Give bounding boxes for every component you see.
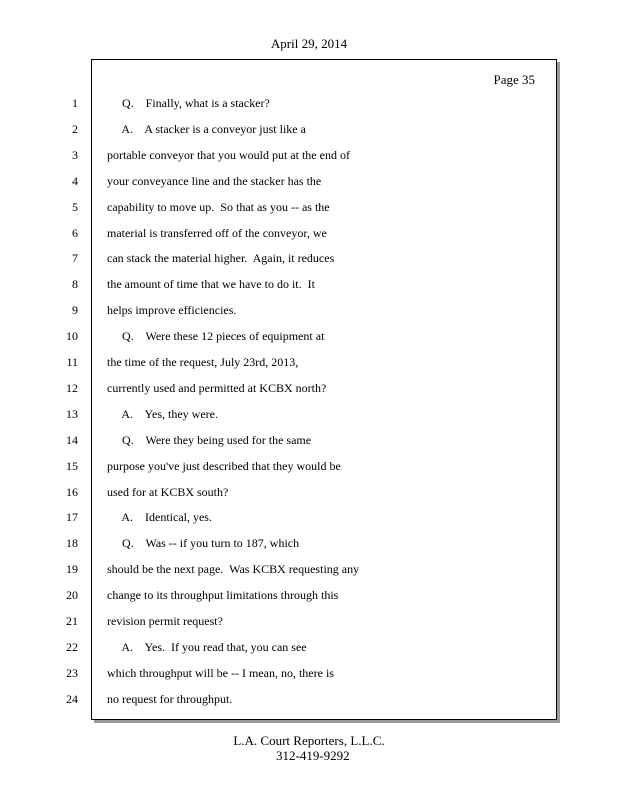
line-number: 7 <box>72 251 78 265</box>
line-text: A. Yes, they were. <box>107 407 218 421</box>
line-text: the time of the request, July 23rd, 2013, <box>107 355 299 369</box>
line-number: 21 <box>66 614 78 628</box>
line-text: Q. Were they being used for the same <box>107 433 312 447</box>
line-number: 10 <box>66 329 78 343</box>
line-number: 24 <box>66 692 78 706</box>
line-text: portable conveyor that you would put at the end of <box>107 148 350 162</box>
line-number: 4 <box>72 174 78 188</box>
footer-phone: 312-419-9292 <box>276 748 350 763</box>
line-number: 22 <box>66 640 78 654</box>
line-number: 19 <box>66 562 78 576</box>
line-text: should be the next page. Was KCBX requesting any <box>107 562 360 576</box>
line-text: the amount of time that we have to do it. It <box>107 277 315 291</box>
line-number: 12 <box>66 381 78 395</box>
line-text: no request for throughput. <box>107 692 233 706</box>
line-number: 1 <box>72 96 78 110</box>
line-text: helps improve efficiencies. <box>107 303 237 317</box>
line-text: revision permit request? <box>107 614 223 628</box>
line-number: 2 <box>72 122 78 136</box>
line-text: A. A stacker is a conveyor just like a <box>107 122 306 136</box>
line-number: 8 <box>72 277 78 291</box>
line-text: purpose you've just described that they would be <box>107 459 341 473</box>
line-number: 18 <box>66 536 78 550</box>
line-number: 17 <box>66 510 78 524</box>
line-text: used for at KCBX south? <box>107 485 229 499</box>
line-text: Q. Finally, what is a stacker? <box>107 96 270 110</box>
line-text: Q. Was -- if you turn to 187, which <box>107 536 300 550</box>
line-text: can stack the material higher. Again, it reduces <box>107 251 335 265</box>
line-number: 15 <box>66 459 78 473</box>
line-text: A. Identical, yes. <box>107 510 212 524</box>
line-number: 11 <box>66 355 78 369</box>
line-text: your conveyance line and the stacker has the <box>107 174 322 188</box>
line-number: 9 <box>72 303 78 317</box>
footer-company: L.A. Court Reporters, L.L.C. <box>233 733 385 748</box>
line-text: change to its throughput limitations through this <box>107 588 339 602</box>
line-text: which throughput will be -- I mean, no, there is <box>107 666 334 680</box>
line-number: 3 <box>72 148 78 162</box>
line-text: capability to move up. So that as you -- as the <box>107 200 330 214</box>
line-text: Q. Were these 12 pieces of equipment at <box>107 329 325 343</box>
line-text: A. Yes. If you read that, you can see <box>107 640 307 654</box>
line-number: 16 <box>66 485 78 499</box>
header-date: April 29, 2014 <box>270 36 348 51</box>
page-number: Page 35 <box>493 72 535 87</box>
line-number: 23 <box>66 666 78 680</box>
line-text: material is transferred off of the conveyor, we <box>107 226 327 240</box>
line-number: 5 <box>72 200 78 214</box>
line-text: currently used and permitted at KCBX north? <box>107 381 327 395</box>
line-number: 20 <box>66 588 78 602</box>
line-number: 13 <box>66 407 78 421</box>
line-number: 6 <box>72 226 78 240</box>
line-number: 14 <box>66 433 78 447</box>
